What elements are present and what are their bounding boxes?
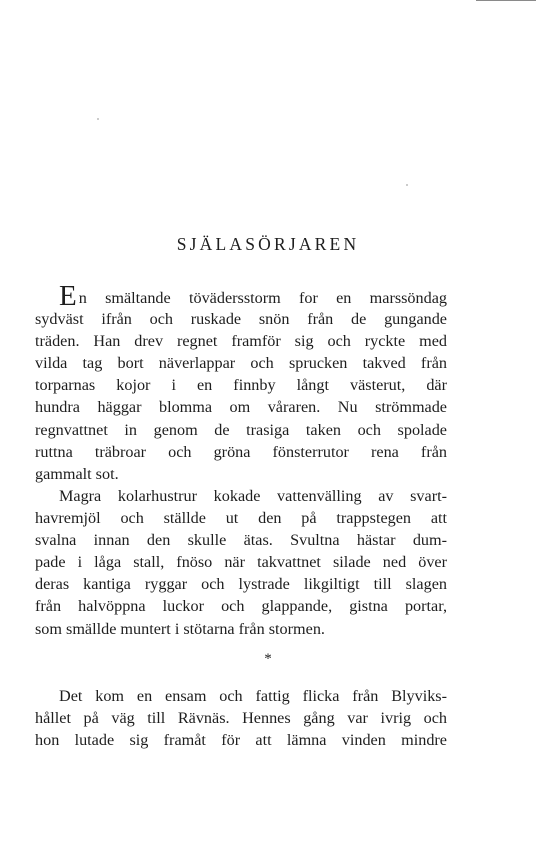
text-line: Det kom en ensam och fattig flicka från Blyviks- (59, 687, 447, 705)
text-line: från halvöppna luckor och glappande, gistna portar, (35, 597, 447, 616)
text-line: sydväst ifrån och ruskade snön från de gungande (35, 310, 447, 329)
drop-cap: E (59, 280, 77, 312)
paragraph-1 (35, 280, 447, 485)
text-line: deras kantiga ryggar och lystrade likgiltigt till slagen (35, 575, 447, 594)
text-line: pade i låga stall, fnöso när takvattnet silade ned över (35, 553, 447, 572)
text-line: vilda tag bort näverlappar och sprucken takved från (35, 354, 447, 373)
text-line (35, 280, 447, 312)
text-line: gammalt sot. (35, 464, 119, 483)
paper-speck (97, 118, 99, 120)
chapter-title: SJÄLASÖRJAREN (176, 234, 360, 254)
text-line: hållet på väg till Rävnäs. Hennes gång var ivrig och (35, 709, 447, 728)
text-line: träden. Han drev regnet framför sig och ryckte med (35, 332, 447, 351)
text-line: hundra häggar blomma om våraren. Nu strömmade (35, 398, 447, 417)
paper-speck (406, 184, 408, 186)
text-line: som smällde muntert i stötarna från stormen. (35, 619, 325, 638)
text-line: hon lutade sig framåt för att lämna vinden mindre (35, 731, 447, 750)
paragraph-2 (35, 485, 447, 640)
text-line: havremjöl och ställde ut den på trappstegen att (35, 509, 447, 528)
text-line: Magra kolarhustrur kokade vattenvälling av svart- (59, 487, 447, 505)
text-line: svalna innan den skulle ätas. Svultna hästar dum- (35, 531, 447, 550)
section-divider: * (264, 651, 272, 667)
text-line: ruttna träbroar och gröna fönsterrutor rena från (35, 442, 447, 461)
text-line: torparnas kojor i en finnby långt västerut, där (35, 376, 447, 395)
text-line: regnvattnet in genom de trasiga taken och spolade (35, 420, 447, 439)
paragraph-3 (35, 685, 447, 751)
page-edge-mark (476, 0, 536, 4)
text-line-content: n smältande tövädersstorm for en marssöndag (78, 289, 447, 307)
